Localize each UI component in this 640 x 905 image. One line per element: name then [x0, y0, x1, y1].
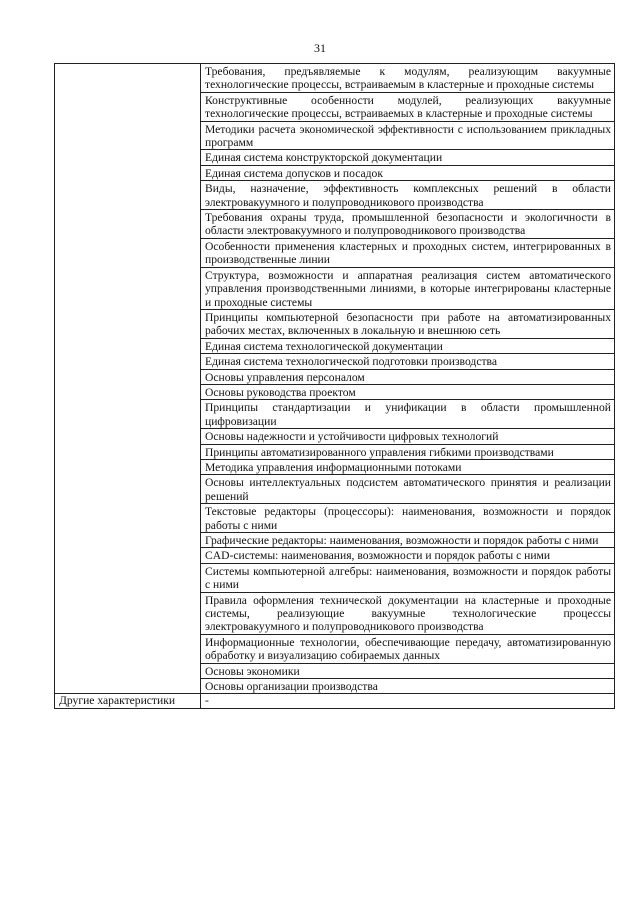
other-characteristics-value: - — [201, 694, 615, 708]
knowledge-item: Системы компьютерной алгебры: наименования, возможности и порядок работы с ними — [201, 563, 615, 592]
knowledge-item: Единая система допусков и посадок — [201, 165, 615, 180]
knowledge-item: Методики расчета экономической эффективности с использованием прикладных программ — [201, 121, 615, 150]
knowledge-item: Принципы автоматизированного управления гибкими производствами — [201, 444, 615, 459]
category-cell — [55, 64, 201, 694]
knowledge-item: Принципы стандартизации и унификации в области промышленной цифровизации — [201, 400, 615, 429]
knowledge-item: Графические редакторы: наименования, возможности и порядок работы с ними — [201, 533, 615, 548]
knowledge-item: Принципы компьютерной безопасности при работе на автоматизированных рабочих местах, включенных в локальную и внешнюю сеть — [201, 309, 615, 338]
knowledge-item: Основы руководства проектом — [201, 384, 615, 399]
knowledge-item: Текстовые редакторы (процессоры): наименования, возможности и порядок работы с ними — [201, 504, 615, 533]
table-body — [55, 64, 615, 709]
knowledge-item: Основы надежности и устойчивости цифровых технологий — [201, 429, 615, 444]
knowledge-item: Виды, назначение, эффективность комплексных решений в области электровакуумного и полупроводникового производства — [201, 181, 615, 210]
knowledge-item: Основы организации производства — [201, 679, 615, 694]
knowledge-item: Информационные технологии, обеспечивающие передачу, автоматизированную обработку и визуализацию собираемых данных — [201, 634, 615, 663]
page-number: 31 — [314, 41, 326, 55]
knowledge-item: Конструктивные особенности модулей, реализующих вакуумные технологические процессы, встраиваемых в кластерные и проходные системы — [201, 92, 615, 121]
knowledge-item: Особенности применения кластерных и проходных систем, интегрированных в производственные линии — [201, 238, 615, 267]
knowledge-item: Методика управления информационными потоками — [201, 459, 615, 474]
other-characteristics-row — [55, 694, 615, 708]
knowledge-item: Требования, предъявляемые к модулям, реализующим вакуумные технологические процессы, встраиваемым в кластерные и проходные системы — [201, 64, 615, 93]
knowledge-item: Единая система конструкторской документации — [201, 150, 615, 165]
other-characteristics-label: Другие характеристики — [55, 694, 201, 708]
knowledge-item: Правила оформления технической документации на кластерные и проходные системы, реализующие вакуумные технологические процессы электровакуумного и полупроводникового производства — [201, 592, 615, 634]
table-row — [55, 64, 615, 93]
knowledge-item: Единая система технологической документации — [201, 338, 615, 353]
knowledge-item: CAD-системы: наименования, возможности и порядок работы с ними — [201, 548, 615, 563]
knowledge-item: Основы управления персоналом — [201, 369, 615, 384]
knowledge-item: Основы экономики — [201, 663, 615, 678]
knowledge-item: Структура, возможности и аппаратная реализация систем автоматического управления производственными линиями, в которые интегрированы кластерные и проходные системы — [201, 267, 615, 309]
knowledge-item: Основы интеллектуальных подсистем автоматического принятия и реализации решений — [201, 475, 615, 504]
requirements-table — [54, 63, 615, 709]
knowledge-item: Требования охраны труда, промышленной безопасности и экологичности в области электровакуумного и полупроводникового производства — [201, 210, 615, 239]
knowledge-item: Единая система технологической подготовки производства — [201, 354, 615, 369]
